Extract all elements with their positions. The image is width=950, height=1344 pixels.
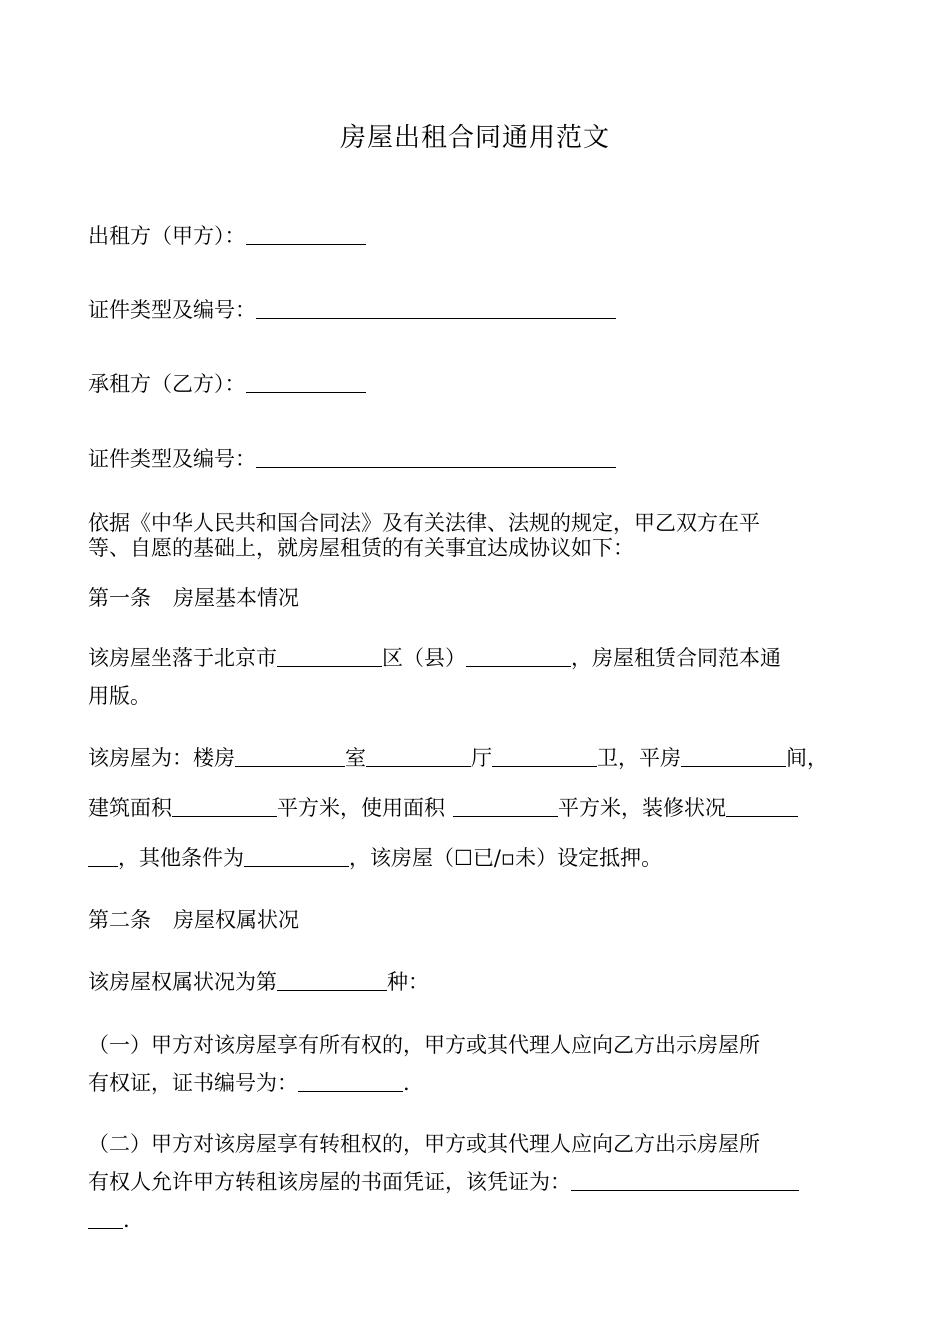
clause-2-line-1: （二）甲方对该房屋享有转租权的，甲方或其代理人应向乙方出示房屋所 (88, 1132, 760, 1156)
lessor-id-label: 证件类型及编号： (88, 298, 256, 322)
lessee-label: 承租方（乙方）： (88, 372, 246, 396)
area-post-text: 平方米，装修状况 (558, 796, 726, 820)
rooms-blank (235, 746, 345, 767)
lessee-id-label: 证件类型及编号： (88, 447, 256, 471)
layout-hall-text: 厅 (471, 746, 492, 770)
usable-area-blank (453, 796, 558, 817)
mortgage-text: ，该房屋（☐已/▫未）设定抵押。 (349, 846, 663, 870)
lessee-line (88, 364, 878, 404)
article-2-title: 房屋权属状况 (173, 908, 299, 932)
lessor-id-blank (256, 298, 616, 319)
article-2-number: 第二条 (88, 908, 151, 932)
ownership-pre-text: 该房屋权属状况为第 (88, 970, 277, 994)
ownership-type-blank (277, 970, 387, 991)
baths-blank (492, 746, 597, 767)
layout-pre-text: 该房屋为：楼房 (88, 746, 235, 770)
decoration-blank (726, 796, 798, 817)
halls-blank (366, 746, 471, 767)
clause-2-text: 有权人允许甲方转租该房屋的书面凭证，该凭证为： (88, 1170, 571, 1194)
sublease-proof-blank-cont (88, 1208, 123, 1229)
clause-2-line-2 (88, 1162, 878, 1202)
area-pre-text: 建筑面积 (88, 796, 172, 820)
article-1-heading (88, 578, 878, 618)
other-conditions-blank (244, 846, 349, 867)
ownership-line (88, 962, 878, 1002)
article-1-number: 第一条 (88, 586, 151, 610)
lessee-id-line (88, 439, 878, 479)
article-2-heading (88, 900, 878, 940)
location-mid-text: 区（县） (382, 646, 466, 670)
preamble-line-1: 依据《中华人民共和国合同法》及有关法律、法规的规定，甲乙双方在平 (88, 511, 760, 535)
lessor-line (88, 216, 878, 256)
building-area-blank (172, 796, 277, 817)
clause-1-line-1: （一）甲方对该房屋享有所有权的，甲方或其代理人应向乙方出示房屋所 (88, 1033, 760, 1057)
location-line (88, 638, 878, 678)
layout-bath-text: 卫，平房 (597, 746, 681, 770)
sublease-proof-blank (571, 1170, 799, 1191)
clause-1-end: . (403, 1071, 410, 1095)
decoration-blank-cont (88, 846, 118, 867)
layout-jian-text: 间， (786, 746, 828, 770)
lessor-label: 出租方（甲方）： (88, 224, 246, 248)
other-pre-text: ，其他条件为 (118, 846, 244, 870)
document-title: 房屋出租合同通用范文 (339, 123, 610, 153)
county-blank (466, 646, 571, 667)
preamble-line-2: 等、自愿的基础上，就房屋租赁的有关事宜达成协议如下： (88, 536, 634, 560)
layout-room-text: 室 (345, 746, 366, 770)
lessor-id-line (88, 290, 878, 330)
certificate-number-blank (298, 1071, 403, 1092)
clause-1-text: 有权证，证书编号为： (88, 1071, 298, 1095)
clause-1-line-2 (88, 1063, 878, 1103)
location-pre-text: 该房屋坐落于北京市 (88, 646, 277, 670)
ownership-post-text: 种： (387, 970, 429, 994)
layout-line (88, 738, 878, 778)
location-post-text: ，房屋租赁合同范本通 (571, 646, 781, 670)
location-line-2: 用版。 (88, 684, 151, 708)
lessee-blank (246, 372, 366, 393)
lessee-id-blank (256, 447, 616, 468)
article-1-title: 房屋基本情况 (173, 586, 299, 610)
lessor-blank (246, 224, 366, 245)
bungalow-rooms-blank (681, 746, 786, 767)
area-line (88, 788, 878, 828)
city-district-blank (277, 646, 382, 667)
clause-2-line-3 (88, 1200, 878, 1240)
clause-2-end: . (123, 1208, 130, 1232)
area-mid-text: 平方米，使用面积 (277, 796, 445, 820)
other-conditions-line (88, 838, 878, 878)
